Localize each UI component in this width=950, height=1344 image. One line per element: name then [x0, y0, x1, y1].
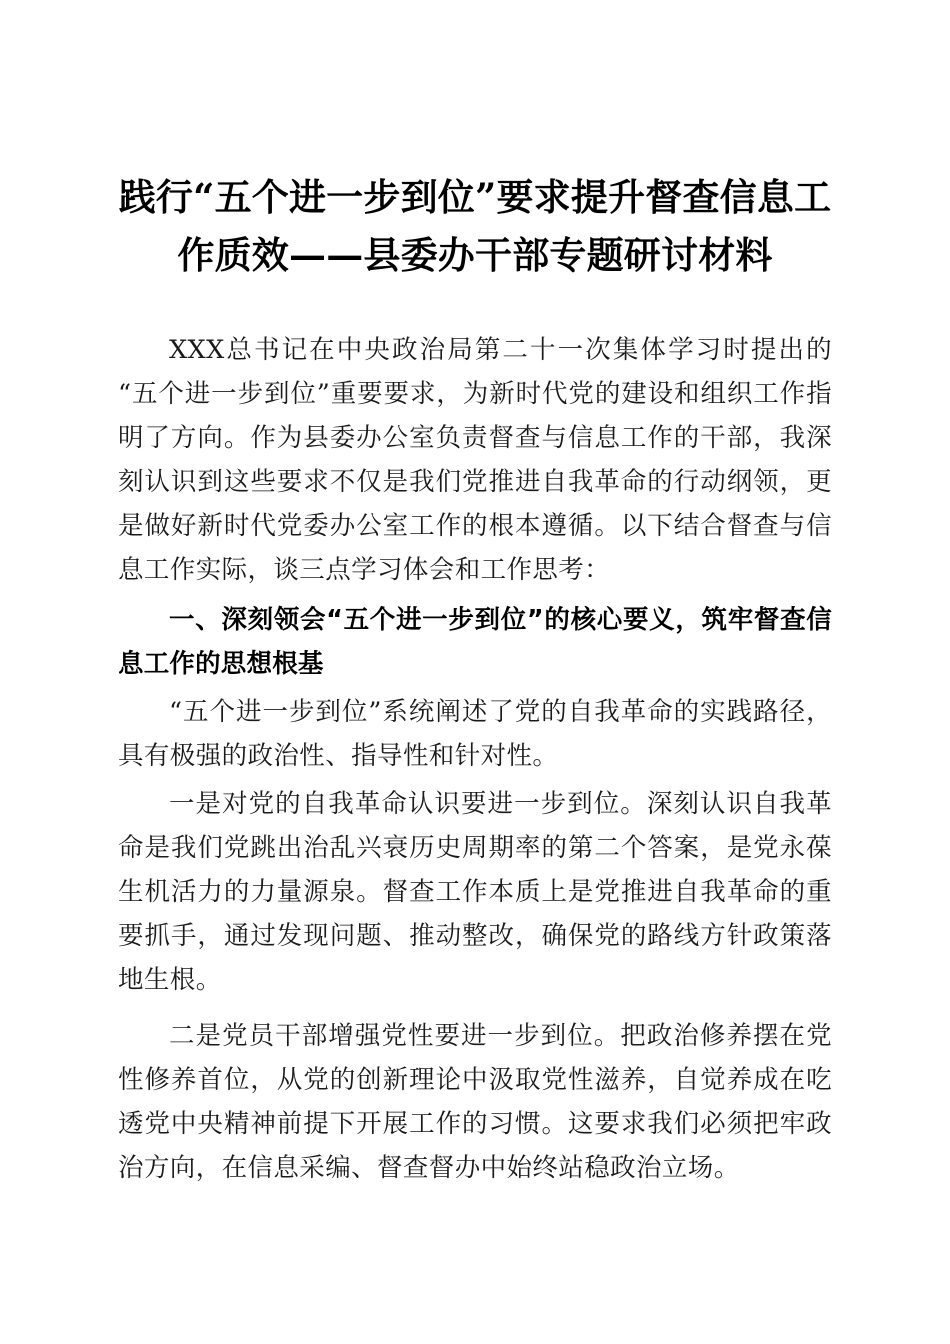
paragraph-overview: “五个进一步到位”系统阐述了党的自我革命的实践路径，具有极强的政治性、指导性和针对性。 — [118, 697, 832, 771]
section-heading-1: 一、深刻领会“五个进一步到位”的核心要义，筑牢督查信息工作的思想根基 — [118, 605, 832, 679]
paragraph-intro: XXX总书记在中央政治局第二十一次集体学习时提出的“五个进一步到位”重要要求，为新时代党的建设和组织工作指明了方向。作为县委办公室负责督查与信息工作的干部，我深刻认识到这些要求不仅是我们党推进自我革命的行动纲领，更是做好新时代党委办公室工作的根本遵循。以下结合督查与信息工作实际，谈三点学习体会和工作思考： — [118, 335, 832, 585]
paragraph-point-one: 一是对党的自我革命认识要进一步到位。深刻认识自我革命是我们党跳出治乱兴衰历史周期率的第二个答案，是党永葆生机活力的力量源泉。督查工作本质上是党推进自我革命的重要抓手，通过发现问题、推动整改，确保党的路线方针政策落地生根。 — [118, 789, 832, 995]
paragraph-point-two: 二是党员干部增强党性要进一步到位。把政治修养摆在党性修养首位，从党的创新理论中汲取党性滋养，自觉养成在吃透党中央精神前提下开展工作的习惯。这要求我们必须把牢政治方向，在信息采编、督查督办中始终站稳政治立场。 — [118, 1021, 832, 1183]
page-title: 践行“五个进一步到位”要求提升督查信息工作质效——县委办干部专题研讨材料 — [118, 175, 832, 277]
document-content — [118, 0, 832, 1190]
